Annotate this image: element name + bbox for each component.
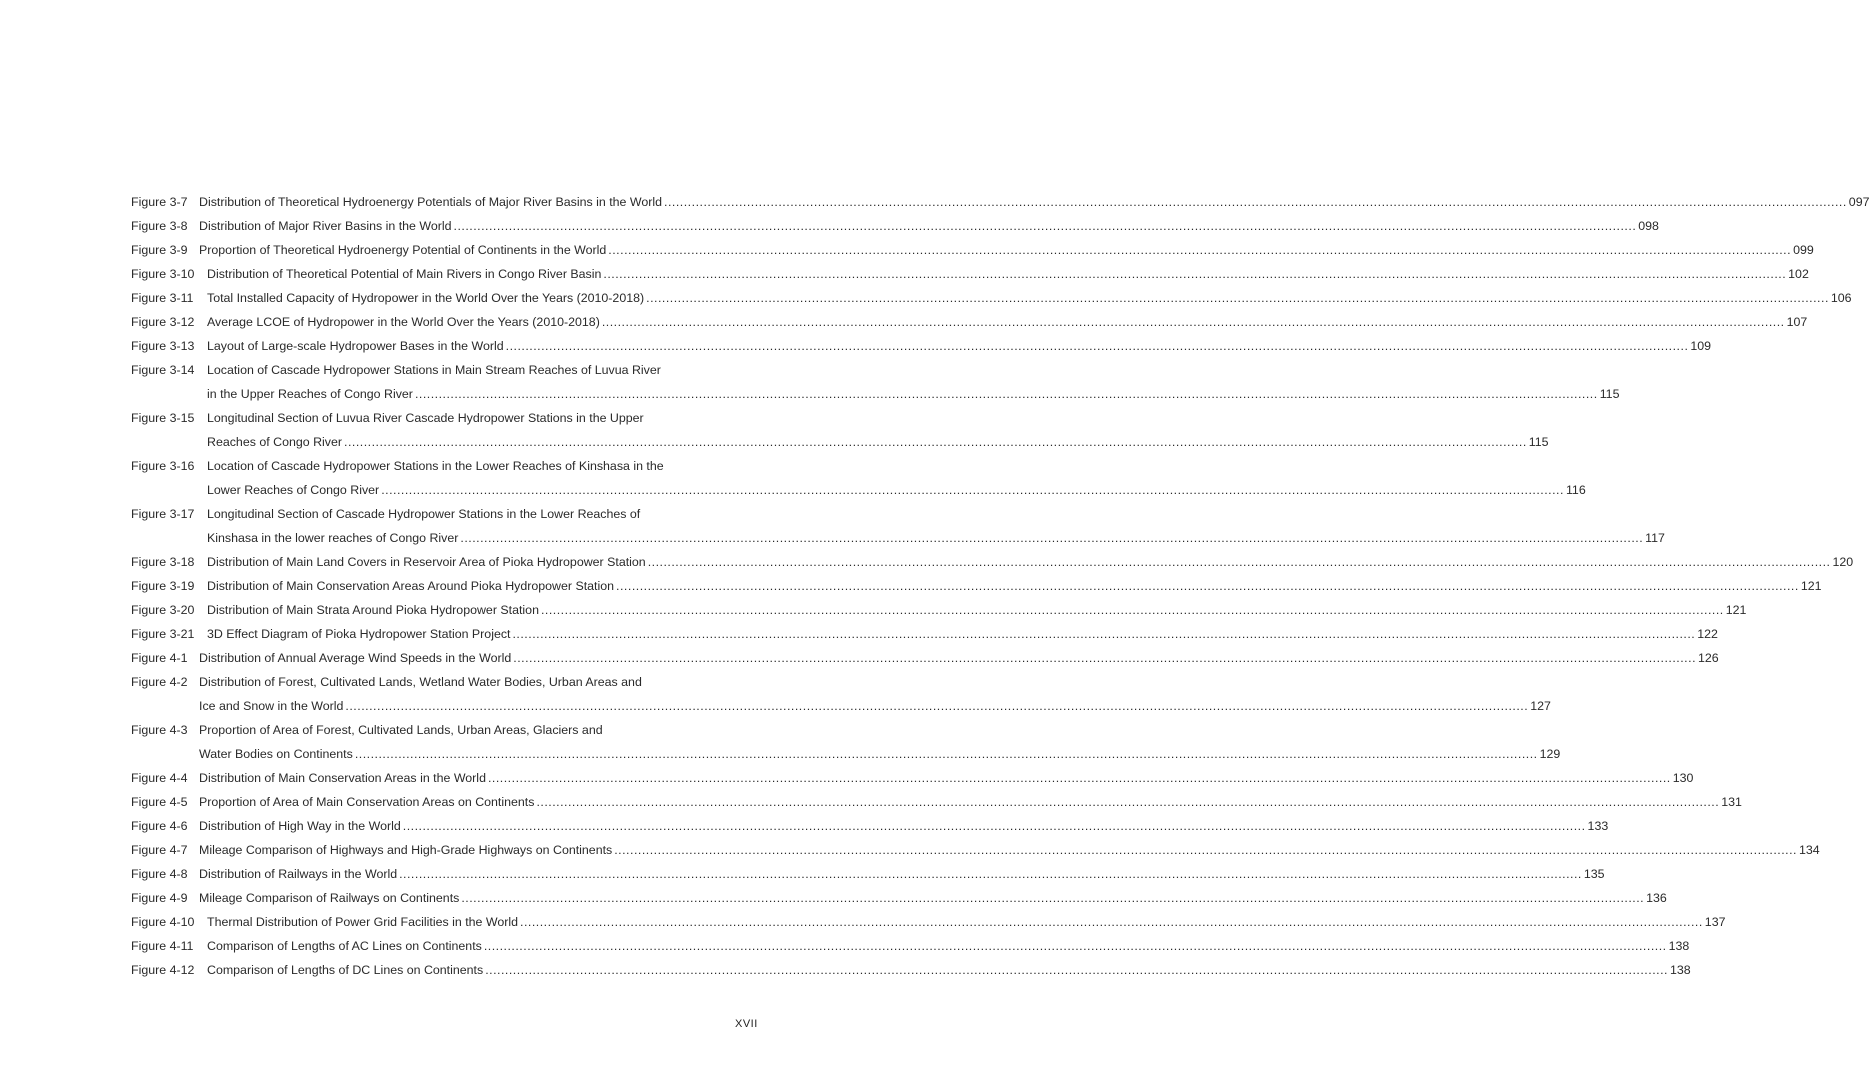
figure-title: Distribution of Theoretical Potential of Main Rivers in Congo River Basin — [207, 267, 602, 281]
dot-leader: ............................................................................................................................................................................................................................................................................................................ — [354, 747, 1538, 761]
figure-title: Distribution of Main Strata Around Pioka Hydropower Station — [207, 603, 539, 617]
dot-leader: ............................................................................................................................................................................................................................................................................................................ — [536, 795, 1720, 809]
toc-entry[interactable] — [131, 769, 1694, 793]
page-ref[interactable]: 120 — [1832, 555, 1854, 569]
dot-leader: ............................................................................................................................................................................................................................................................................................................ — [485, 963, 1668, 977]
dot-leader: ............................................................................................................................................................................................................................................................................................................ — [487, 771, 1671, 785]
dot-leader: ............................................................................................................................................................................................................................................................................................................ — [616, 579, 1799, 593]
figure-label: Figure 3-20 — [131, 603, 195, 617]
page-ref[interactable]: 116 — [1565, 483, 1586, 497]
dot-leader: ............................................................................................................................................................................................................................................................................................................ — [453, 219, 1637, 233]
figure-title: Comparison of Lengths of AC Lines on Continents — [207, 939, 482, 953]
toc-entry[interactable] — [131, 817, 1609, 841]
dot-leader: ............................................................................................................................................................................................................................................................................................................ — [345, 699, 1529, 713]
figure-title: Proportion of Area of Main Conservation Areas on Continents — [199, 795, 535, 809]
toc-entry[interactable] — [131, 217, 1659, 241]
figure-title: Total Installed Capacity of Hydropower in the World Over the Years (2010-2018) — [207, 291, 645, 305]
dot-leader: ............................................................................................................................................................................................................................................................................................................ — [646, 291, 1829, 305]
page-number: XVII — [735, 1018, 758, 1030]
page-ref[interactable]: 117 — [1645, 531, 1665, 545]
toc-entry[interactable] — [131, 865, 1605, 889]
figure-label: Figure 3-16 — [131, 459, 195, 473]
figure-label: Figure 3-10 — [131, 267, 195, 281]
page-ref[interactable]: 131 — [1721, 795, 1742, 809]
figure-label: Figure 4-2 — [131, 675, 188, 689]
figure-label: Figure 3-13 — [131, 339, 195, 353]
dot-leader: ............................................................................................................................................................................................................................................................................................................ — [381, 483, 1564, 497]
dot-leader: ............................................................................................................................................................................................................................................................................................................ — [603, 267, 1787, 281]
dot-leader: ............................................................................................................................................................................................................................................................................................................ — [601, 315, 1785, 329]
figure-label: Figure 4-11 — [131, 939, 194, 953]
figure-label: Figure 4-3 — [131, 723, 188, 737]
figure-title: Distribution of Theoretical Hydroenergy Potentials of Major River Basins in the World — [199, 195, 663, 209]
page-ref[interactable]: 136 — [1646, 891, 1667, 905]
page-ref[interactable]: 109 — [1690, 339, 1712, 353]
figure-title: Distribution of Main Land Covers in Reservoir Area of Pioka Hydropower Station — [207, 555, 646, 569]
figure-title: Reaches of Congo River — [207, 435, 342, 449]
figure-title: Thermal Distribution of Power Grid Facilities in the World — [207, 915, 519, 929]
figure-label: Figure 3-21 — [131, 627, 195, 641]
toc-entry[interactable] — [131, 361, 1620, 409]
figure-title: Mileage Comparison of Highways and High-Grade Highways on Continents — [199, 843, 613, 857]
dot-leader: ............................................................................................................................................................................................................................................................................................................ — [461, 891, 1645, 905]
figure-title: Distribution of Main Conservation Areas Around Pioka Hydropower Station — [207, 579, 615, 593]
figure-label: Figure 3-19 — [131, 579, 195, 593]
figure-title: in the Upper Reaches of Congo River — [207, 387, 413, 401]
dot-leader: ............................................................................................................................................................................................................................................................................................................ — [402, 819, 1586, 833]
figure-label: Figure 3-14 — [131, 363, 195, 377]
figure-label: Figure 3-7 — [131, 195, 188, 209]
toc-entry[interactable] — [131, 841, 1820, 865]
figure-title: Distribution of Railways in the World — [199, 867, 398, 881]
figure-label: Figure 4-7 — [131, 843, 188, 857]
toc-entry[interactable] — [131, 241, 1814, 265]
figure-label: Figure 4-9 — [131, 891, 188, 905]
figure-title: Water Bodies on Continents — [199, 747, 353, 761]
figure-title: Distribution of Annual Average Wind Speeds in the World — [199, 651, 512, 665]
page-ref[interactable]: 127 — [1530, 699, 1551, 713]
figure-title: Comparison of Lengths of DC Lines on Continents — [207, 963, 484, 977]
toc-entry[interactable] — [131, 505, 1665, 553]
page-ref[interactable]: 126 — [1698, 651, 1719, 665]
figure-title: Layout of Large-scale Hydropower Bases in the World — [207, 339, 504, 353]
toc-entry[interactable] — [131, 337, 1712, 361]
page-ref[interactable]: 115 — [1599, 387, 1620, 401]
figure-label: Figure 3-9 — [131, 243, 188, 257]
figure-title: Location of Cascade Hydropower Stations in Main Stream Reaches of Luvua River — [207, 363, 661, 377]
figure-label: Figure 3-18 — [131, 555, 195, 569]
page-ref[interactable]: 134 — [1799, 843, 1820, 857]
figure-title: Longitudinal Section of Cascade Hydropower Stations in the Lower Reaches of — [207, 507, 641, 521]
figure-title: Distribution of Forest, Cultivated Lands, Wetland Water Bodies, Urban Areas and — [199, 675, 642, 689]
page-ref[interactable]: 106 — [1830, 291, 1852, 305]
toc-entry[interactable] — [131, 457, 1586, 505]
figure-title: Mileage Comparison of Railways on Continents — [199, 891, 460, 905]
page-ref[interactable]: 099 — [1793, 243, 1814, 257]
toc-entry[interactable] — [131, 577, 1822, 601]
toc-entry[interactable] — [131, 409, 1549, 457]
toc-entry[interactable] — [131, 721, 1561, 769]
dot-leader: ............................................................................................................................................................................................................................................................................................................ — [614, 843, 1797, 857]
list-of-figures — [131, 193, 1869, 985]
dot-leader: ............................................................................................................................................................................................................................................................................................................ — [505, 339, 1689, 353]
dot-leader: ............................................................................................................................................................................................................................................................................................................ — [608, 243, 1792, 257]
toc-entry[interactable] — [131, 649, 1719, 673]
figure-label: Figure 3-12 — [131, 315, 195, 329]
figure-label: Figure 4-6 — [131, 819, 188, 833]
figure-label: Figure 4-1 — [131, 651, 188, 665]
figure-title: 3D Effect Diagram of Pioka Hydropower Station Project — [207, 627, 511, 641]
figure-title: Ice and Snow in the World — [199, 699, 344, 713]
figure-title: Average LCOE of Hydropower in the World Over the Years (2010-2018) — [207, 315, 600, 329]
page-ref[interactable]: 122 — [1697, 627, 1718, 641]
page-ref[interactable]: 137 — [1704, 915, 1726, 929]
toc-entry[interactable] — [131, 961, 1691, 985]
figure-title: Lower Reaches of Congo River — [207, 483, 380, 497]
figure-title: Distribution of High Way in the World — [199, 819, 401, 833]
page-ref[interactable]: 121 — [1800, 579, 1822, 593]
figure-title: Kinshasa in the lower reaches of Congo River — [207, 531, 459, 545]
figure-title: Longitudinal Section of Luvua River Cascade Hydropower Stations in the Upper — [207, 411, 644, 425]
figure-title: Location of Cascade Hydropower Stations in the Lower Reaches of Kinshasa in the — [207, 459, 664, 473]
toc-entry[interactable] — [131, 913, 1726, 937]
toc-entry[interactable] — [131, 313, 1808, 337]
dot-leader: ............................................................................................................................................................................................................................................................................................................ — [647, 555, 1831, 569]
toc-entry[interactable] — [131, 625, 1718, 649]
figure-label: Figure 4-10 — [131, 915, 195, 929]
page-ref[interactable]: 138 — [1669, 963, 1691, 977]
toc-entry[interactable] — [131, 601, 1747, 625]
dot-leader: ............................................................................................................................................................................................................................................................................................................ — [513, 651, 1697, 665]
page-ref[interactable]: 130 — [1672, 771, 1694, 785]
toc-entry[interactable] — [131, 673, 1551, 721]
figure-title: Proportion of Area of Forest, Cultivated Lands, Urban Areas, Glaciers and — [199, 723, 603, 737]
toc-entry[interactable] — [131, 193, 1869, 217]
page-ref[interactable]: 135 — [1583, 867, 1605, 881]
page-ref[interactable]: 133 — [1587, 819, 1609, 833]
dot-leader: ............................................................................................................................................................................................................................................................................................................ — [520, 915, 1703, 929]
dot-leader: ............................................................................................................................................................................................................................................................................................................ — [460, 531, 1644, 545]
figure-title: Distribution of Major River Basins in the World — [199, 219, 452, 233]
page-ref[interactable]: 138 — [1668, 939, 1690, 953]
page-ref[interactable]: 102 — [1788, 267, 1809, 281]
dot-leader: ............................................................................................................................................................................................................................................................................................................ — [664, 195, 1847, 209]
toc-entry[interactable] — [131, 937, 1690, 961]
figure-title: Proportion of Theoretical Hydroenergy Potential of Continents in the World — [199, 243, 607, 257]
toc-entry[interactable] — [131, 553, 1854, 577]
dot-leader: ............................................................................................................................................................................................................................................................................................................ — [344, 435, 1527, 449]
toc-entry[interactable] — [131, 793, 1742, 817]
page-ref[interactable]: 115 — [1528, 435, 1549, 449]
figure-label: Figure 3-15 — [131, 411, 195, 425]
page-ref[interactable]: 097 — [1848, 195, 1869, 209]
dot-leader: ............................................................................................................................................................................................................................................................................................................ — [399, 867, 1582, 881]
dot-leader: ............................................................................................................................................................................................................................................................................................................ — [483, 939, 1667, 953]
figure-label: Figure 4-8 — [131, 867, 188, 881]
figure-label: Figure 4-12 — [131, 963, 195, 977]
figure-label: Figure 3-17 — [131, 507, 195, 521]
figure-label: Figure 3-8 — [131, 219, 188, 233]
page-ref[interactable]: 121 — [1725, 603, 1747, 617]
figure-label: Figure 3-11 — [131, 291, 194, 305]
toc-entry[interactable] — [131, 265, 1809, 289]
dot-leader: ............................................................................................................................................................................................................................................................................................................ — [512, 627, 1696, 641]
figure-label: Figure 4-5 — [131, 795, 188, 809]
figure-title: Distribution of Main Conservation Areas in the World — [199, 771, 486, 785]
page-ref[interactable]: 107 — [1786, 315, 1808, 329]
page-ref[interactable]: 098 — [1638, 219, 1659, 233]
page-ref[interactable]: 129 — [1539, 747, 1561, 761]
figure-label: Figure 4-4 — [131, 771, 188, 785]
dot-leader: ............................................................................................................................................................................................................................................................................................................ — [540, 603, 1724, 617]
toc-entry[interactable] — [131, 289, 1852, 313]
dot-leader: ............................................................................................................................................................................................................................................................................................................ — [414, 387, 1598, 401]
toc-entry[interactable] — [131, 889, 1667, 913]
